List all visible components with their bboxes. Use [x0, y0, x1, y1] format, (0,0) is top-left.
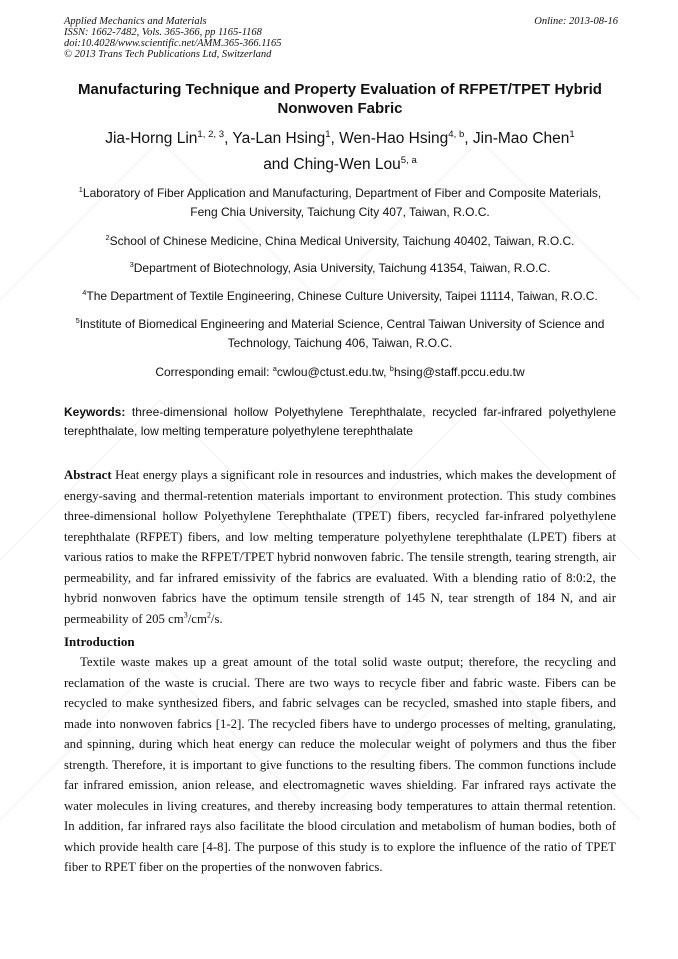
affiliation-4	[64, 287, 616, 306]
keywords-text: three-dimensional hollow Polyethylene Terephthalate, recycled far-infrared polyethylene terephthalate, low melting temperature polyethylene terephthalate	[64, 405, 616, 438]
email-b[interactable]: hsing@staff.pccu.edu.tw	[393, 365, 525, 379]
affiliation-text: Institute of Biomedical Engineering and Material Science, Central Taiwan University of Science and Technology, Taichung 406, Taiwan, R.O.C.	[79, 317, 605, 350]
abstract-label: Abstract	[64, 468, 112, 482]
author-list: Jia-Horng Lin$^{1, 2, 3}$, Ya-Lan Hsing$^1$, Wen-Hao Hsing$^{4, b}$, Jin-Mao Chen$^1$ and Ching-Wen Lou$^{5, a}$	[105, 128, 575, 173]
keywords-label: Keywords:	[64, 405, 126, 419]
author-name: Wen-Hao Hsing	[339, 130, 449, 147]
issn-line: ISSN: 1662-7482, Vols. 365-366, pp 1165-1168	[64, 27, 262, 38]
journal-name: Applied Mechanics and Materials	[64, 16, 207, 27]
affiliation-number: 3	[129, 260, 134, 269]
affiliation-number: 5	[75, 316, 80, 325]
abstract-text: Heat energy plays a significant role in resources and industries, which makes the development of energy-saving and thermal-retention materials important to environment protection. This study combines three-dimensional hollow Polyethylene Terephthalate (TPET) fibers, recycled far-infrared polyethylene terephthalate (RFPET) fibers, and low melting temperature polyethylene terephthalate (LPET) fibers at various ratios to make the RFPET/TPET hybrid nonwoven fabric. The tensile strength, tearing strength, air permeability, and far infrared emissivity of the fabrics are evaluated. With a blending ratio of 8:0:2, the hybrid nonwoven fabrics have the optimum tensile strength of 145 N, tear strength of 184 N, and air permeability of 205 cm	[64, 468, 616, 626]
affiliation-1	[64, 184, 616, 222]
email-mark-a: a	[272, 364, 277, 373]
affiliation-2	[64, 232, 616, 251]
author-affiliation-mark: 1	[569, 128, 575, 140]
affiliation-5	[64, 315, 616, 353]
abstract-sup: 3	[183, 610, 188, 620]
author-name: Jin-Mao Chen	[472, 130, 570, 147]
author-affiliation-mark: 1, 2, 3	[197, 128, 225, 140]
email-a[interactable]: cwlou@ctust.edu.tw	[276, 365, 384, 379]
copyright-line: © 2013 Trans Tech Publications Ltd, Switzerland	[64, 49, 272, 60]
author-affiliation-mark: 1	[325, 128, 331, 140]
author-and: and	[263, 156, 290, 173]
introduction-heading: Introduction	[64, 634, 135, 649]
affiliation-number: 1	[78, 185, 83, 194]
paper-title: Manufacturing Technique and Property Evaluation of RFPET/TPET Hybrid Nonwoven Fabric	[78, 81, 602, 117]
affiliation-text: School of Chinese Medicine, China Medical University, Taichung 40402, Taiwan, R.O.C.	[109, 234, 575, 248]
journal-header	[64, 16, 424, 60]
affiliation-text: Department of Biotechnology, Asia University, Taichung 41354, Taiwan, R.O.C.	[133, 261, 551, 275]
keywords	[64, 403, 616, 441]
author-name: Ching-Wen Lou	[293, 156, 401, 173]
abstract-end: /s.	[210, 611, 223, 626]
author-affiliation-mark: 4, b	[448, 128, 465, 140]
author-name: Jia-Horng Lin	[105, 130, 198, 147]
email-label: Corresponding email:	[155, 365, 273, 379]
email-separator: ,	[383, 365, 390, 379]
author-name: Ya-Lan Hsing	[232, 130, 326, 147]
affiliation-number: 2	[105, 233, 110, 242]
introduction-text: Textile waste makes up a great amount of the total solid waste output; therefore, the recycling and reclamation of the waste is crucial. There are two ways to recycle fiber and fabric waste. Fibers can be recycled to make synthesized fibers, and fabric selvages can be recycled, smashed into staple fibers, and made into nonwoven fabrics [1-2]. The recycled fibers have to undergo processes of melting, granulating, and spinning, during which heat energy can reduce the molecular weight of polymers and thus the fiber strength. Therefore, it is important to give functions to the resulting fibers. The common functions include far infrared emission, anion release, and electromagnetic waves shielding. Far infrared rays activate the water molecules in living creatures, and thereby increasing body temperatures to attain thermal retention. In addition, far infrared rays also facilitate the blood circulation and metabolism of human bodies, both of which provide health care [4-8]. The purpose of this study is to explore the influence of the ratio of TPET fiber to RPET fiber on the properties of the nonwoven fabrics.	[64, 655, 616, 874]
abstract-unit: /cm	[187, 611, 207, 626]
doi-line: doi:10.4028/www.scientific.net/AMM.365-366.1165	[64, 38, 282, 49]
affiliation-number: 4	[82, 288, 87, 297]
online-date: Online: 2013-08-16	[534, 16, 618, 27]
affiliation-text: Laboratory of Fiber Application and Manufacturing, Department of Fiber and Composite Materials, Feng Chia University, Taichung City 407, Taiwan, R.O.C.	[82, 186, 602, 219]
abstract	[64, 465, 616, 629]
affiliation-3	[64, 259, 616, 278]
email-mark-b: b	[389, 364, 394, 373]
author-affiliation-mark: 5, a	[400, 154, 417, 166]
affiliation-text: The Department of Textile Engineering, Chinese Culture University, Taipei 11114, Taiwan, R.O.C.	[86, 289, 598, 303]
corresponding-email	[64, 363, 616, 382]
abstract-sup: 2	[206, 610, 211, 620]
